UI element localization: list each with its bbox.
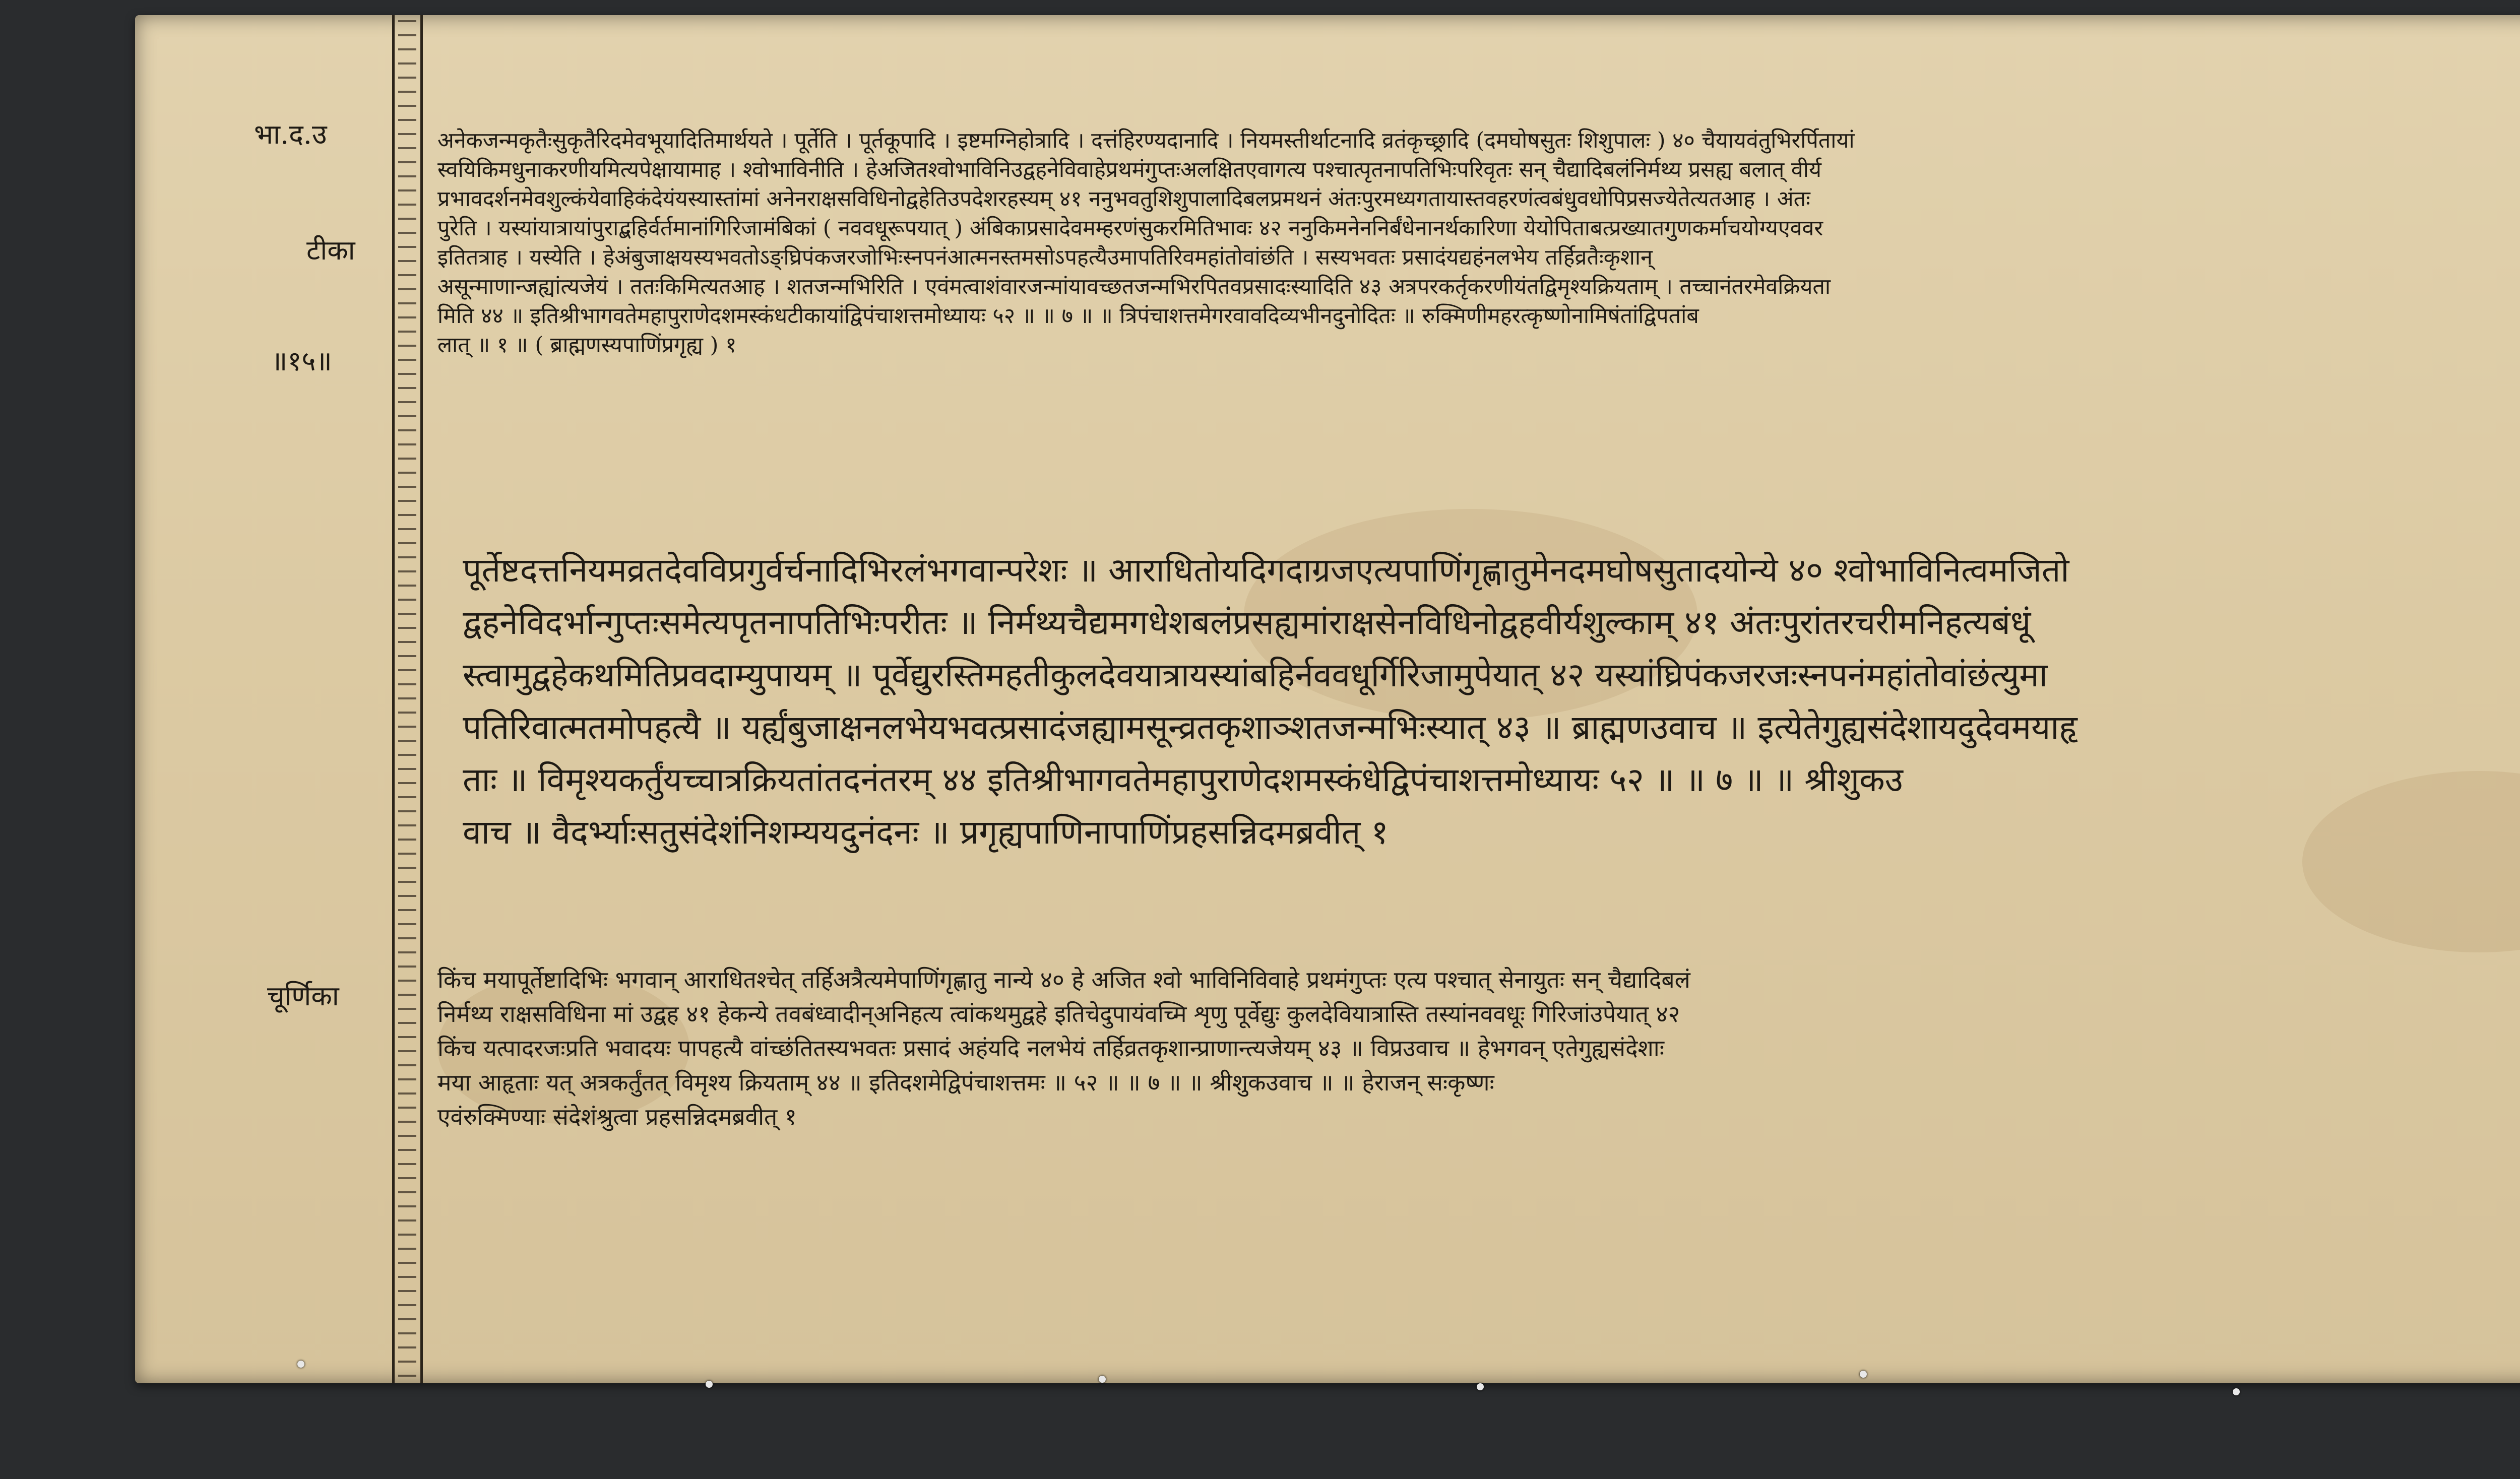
commentary-line: मिति ४४ ॥ इतिश्रीभागवतेमहापुराणेदशमस्कंधटीकायांद्विपंचाशत्तमोध्यायः ५२ ॥ ॥ ७ ॥ ॥ त्रिपंचाशत्तमेगरवावदिव्यभीनदुनोदितः ॥ रुक्मिणीमहरत्कृष्णोनामिषंतांद्विपतांब bbox=[437, 303, 1699, 329]
manuscript-folio bbox=[135, 15, 2520, 1383]
verse-line: पतिरिवात्मतमोपहत्यै ॥ यर्ह्यंबुजाक्षनलभेयभवत्प्रसादंजह्यामसून्व्रतकृशाञ्शतजन्मभिःस्यात् ४३ ॥ ब्राह्मणउवाच ॥ इत्येतेगुह्यसंदेशायदुदेवमयाहृ bbox=[463, 708, 2077, 747]
mounting-pin bbox=[1477, 1383, 1484, 1390]
commentary-line: पुरेति । यस्यांयात्रायांपुराद्बहिर्वर्तमानांगिरिजामंबिकां ( नववधूरूपयात् ) अंबिकाप्रसादेवमम्हरणंसुकरमितिभावः ४२ ननुकिमनेननिर्बंधेनानर्थकारिणा येयोपिताबत्प्रख्यातगुणकर्माचयोग्यएववर bbox=[437, 216, 1823, 241]
churnika-label: चूर्णिका bbox=[267, 980, 339, 1012]
commentary-label: टीका bbox=[306, 234, 355, 266]
verse-line: द्वहनेविदर्भान्गुप्तःसमेत्यपृतनापतिभिःपरीतः ॥ निर्मथ्यचैद्यमगधेशबलंप्रसह्यमांराक्षसेनविधिनोद्वहवीर्यशुल्काम् ४१ अंतःपुरांतरचरीमनिहत्यबंधूं bbox=[463, 603, 2031, 642]
left-ornamental-border bbox=[398, 15, 416, 1383]
commentary-line: इतितत्राह । यस्येति । हेअंबुजाक्षयस्यभवतोऽ‌ङ्घ्रिपंकजरजोभिःस्नपनंआत्मनस्तमसोऽपहत्यैउमापतिरिवमहांतोवांछंति । सस्यभवतः प्रसादंयद्यहंनलभेय तर्हिव्रतैःकृशान् bbox=[437, 245, 1653, 270]
churnika-line: मया आहृताः यत् अत्रकर्तुंतत् विमृश्य क्रियताम् ४४ ॥ इतिदशमेद्विपंचाशत्तमः ॥ ५२ ॥ ॥ ७ ॥ ॥ श्रीशुकउवाच ॥ ॥ हेराजन् सःकृष्णः bbox=[437, 1069, 1494, 1096]
left-frame-line bbox=[420, 15, 423, 1383]
verse-line: वाच ॥ वैदर्भ्याःसतुसंदेशंनिशम्ययदुनंदनः ॥ प्रगृह्यपाणिनापाणिंप्रहसन्निदमब्रवीत् १ bbox=[463, 813, 1389, 852]
verse-line: ताः ॥ विमृश्यकर्तुंयच्चात्रक्रियतांतदनंतरम् ४४ इतिश्रीभागवतेमहापुराणेदशमस्कंधेद्विपंचाशत्तमोध्यायः ५२ ॥ ॥ ७ ॥ ॥ श्रीशुकउ bbox=[463, 760, 1903, 799]
commentary-line: अनेकजन्मकृतैःसुकृतैरिदमेवभूयादितिमार्थयते । पूर्तेति । पूर्तकूपादि । इष्टमग्निहोत्रादि । दत्तंहिरण्यदानादि । नियमस्तीर्थाटनादि व्रतंकृच्छ्रादि (दमघोषसुतः शिशुपालः ) ४० चैयायवंतुभिरर्पितायां bbox=[437, 128, 1855, 153]
churnika-line: किंच मयापूर्तेष्टादिभिः भगवान् आराधितश्चेत् तर्हिअत्रैत्यमेपाणिंगृह्णातु नान्ये ४० हे अजित श्वो भाविनिविवाहे प्रथमंगुप्तः एत्य पश्चात् सेनायुतः सन् चैद्यादिबलं bbox=[437, 966, 1690, 993]
mounting-pin bbox=[1860, 1371, 1867, 1378]
mounting-pin bbox=[297, 1361, 304, 1368]
churnika-line: एवंरुक्मिण्याः संदेशंश्रुत्वा प्रहसन्निदमब्रवीत् १ bbox=[437, 1103, 797, 1130]
verse-block bbox=[463, 544, 2520, 859]
verse-line: पूर्तेष्टदत्तनियमव्रतदेवविप्रगुर्वर्चनादिभिरलंभगवान्परेशः ॥ आराधितोयदिगदाग्रजएत्यपाणिंगृह्णातुमेनदमघोषसुतादयोन्ये ४० श्वोभाविनित्वमजितो bbox=[463, 551, 2069, 590]
work-title: भा.द.उ bbox=[254, 118, 327, 150]
commentary-line: असून्माणान्जह्यांत्यजेयं । ततःकिमित्यतआह । शतजन्मभिरिति । एवंमत्वाशंवारजन्मांयावच्छतजन्मभिरपितवप्रसादःस्यादिति ४३ अत्रपरकर्तृकरणीयंतद्विमृश्यक्रियताम् । तच्चानंतरमेवक्रियता bbox=[437, 274, 1831, 299]
churnika-block bbox=[437, 962, 2520, 1134]
mounting-pin bbox=[2233, 1388, 2240, 1395]
commentary-line: प्रभावदर्शनमेवशुल्कंयेवाहिकंदेयंयस्यास्तांमां अनेनराक्षसविधिनोद्वहेतिउपदेशरहस्यम् ४१ ननुभवतुशिशुपालादिबलप्रमथनं अंतःपुरमध्यगतायास्तवहरणंत्वबंधुवधोपिप्रसज्येतेत्यतआह । अंतः bbox=[437, 186, 1810, 212]
commentary-line: लात् ॥ १ ॥ ( ब्राह्मणस्यपाणिंप्रगृह्य ) १ bbox=[437, 333, 737, 358]
commentary-line: स्वयिकिमधुनाकरणीयमित्यपेक्षायामाह । श्वोभाविनीति । हेअजितश्वोभाविनिउद्वहनेविवाहेप्रथमंगुप्तःअलक्षितएवागत्य पश्चात्पृतनापतिभिःपरिवृतः सन् चैद्यादिबलंनिर्मथ्य प्रसह्य बलात् वीर्य bbox=[437, 157, 1821, 182]
mounting-pin bbox=[1099, 1376, 1106, 1383]
churnika-line: निर्मथ्य राक्षसविधिना मां उद्वह ४१ हेकन्ये तवबंध्वादीन्अनिहत्य त्वांकथमुद्वहे इतिचेदुपायंवच्मि शृणु पूर्वेद्युः कुलदेवियात्रास्ति तस्यांनववधूः गिरिजांउपेयात् ४२ bbox=[437, 1000, 1680, 1027]
folio-number-left: ॥१५॥ bbox=[271, 345, 332, 377]
left-frame-line bbox=[392, 15, 395, 1383]
commentary-block bbox=[437, 126, 2520, 360]
mounting-pin bbox=[706, 1381, 713, 1388]
churnika-line: किंच यत्पादरजःप्रति भवादयः पापहत्यै वांच्छंतितस्यभवतः प्रसादं अहंयदि नलभेयं तर्हिव्रतकृशान्प्राणान्त्यजेयम् ४३ ॥ विप्रउवाच ॥ हेभगवन् एतेगुह्यसंदेशाः bbox=[437, 1035, 1665, 1062]
verse-line: स्त्वामुद्वहेकथमितिप्रवदाम्युपायम् ॥ पूर्वेद्युरस्तिमहतीकुलदेवयात्रायस्यांबहिर्नववधूर्गिरिजामुपेयात् ४२ यस्यांघ्रिपंकजरजःस्नपनंमहांतोवांछंत्युमा bbox=[463, 656, 2048, 694]
